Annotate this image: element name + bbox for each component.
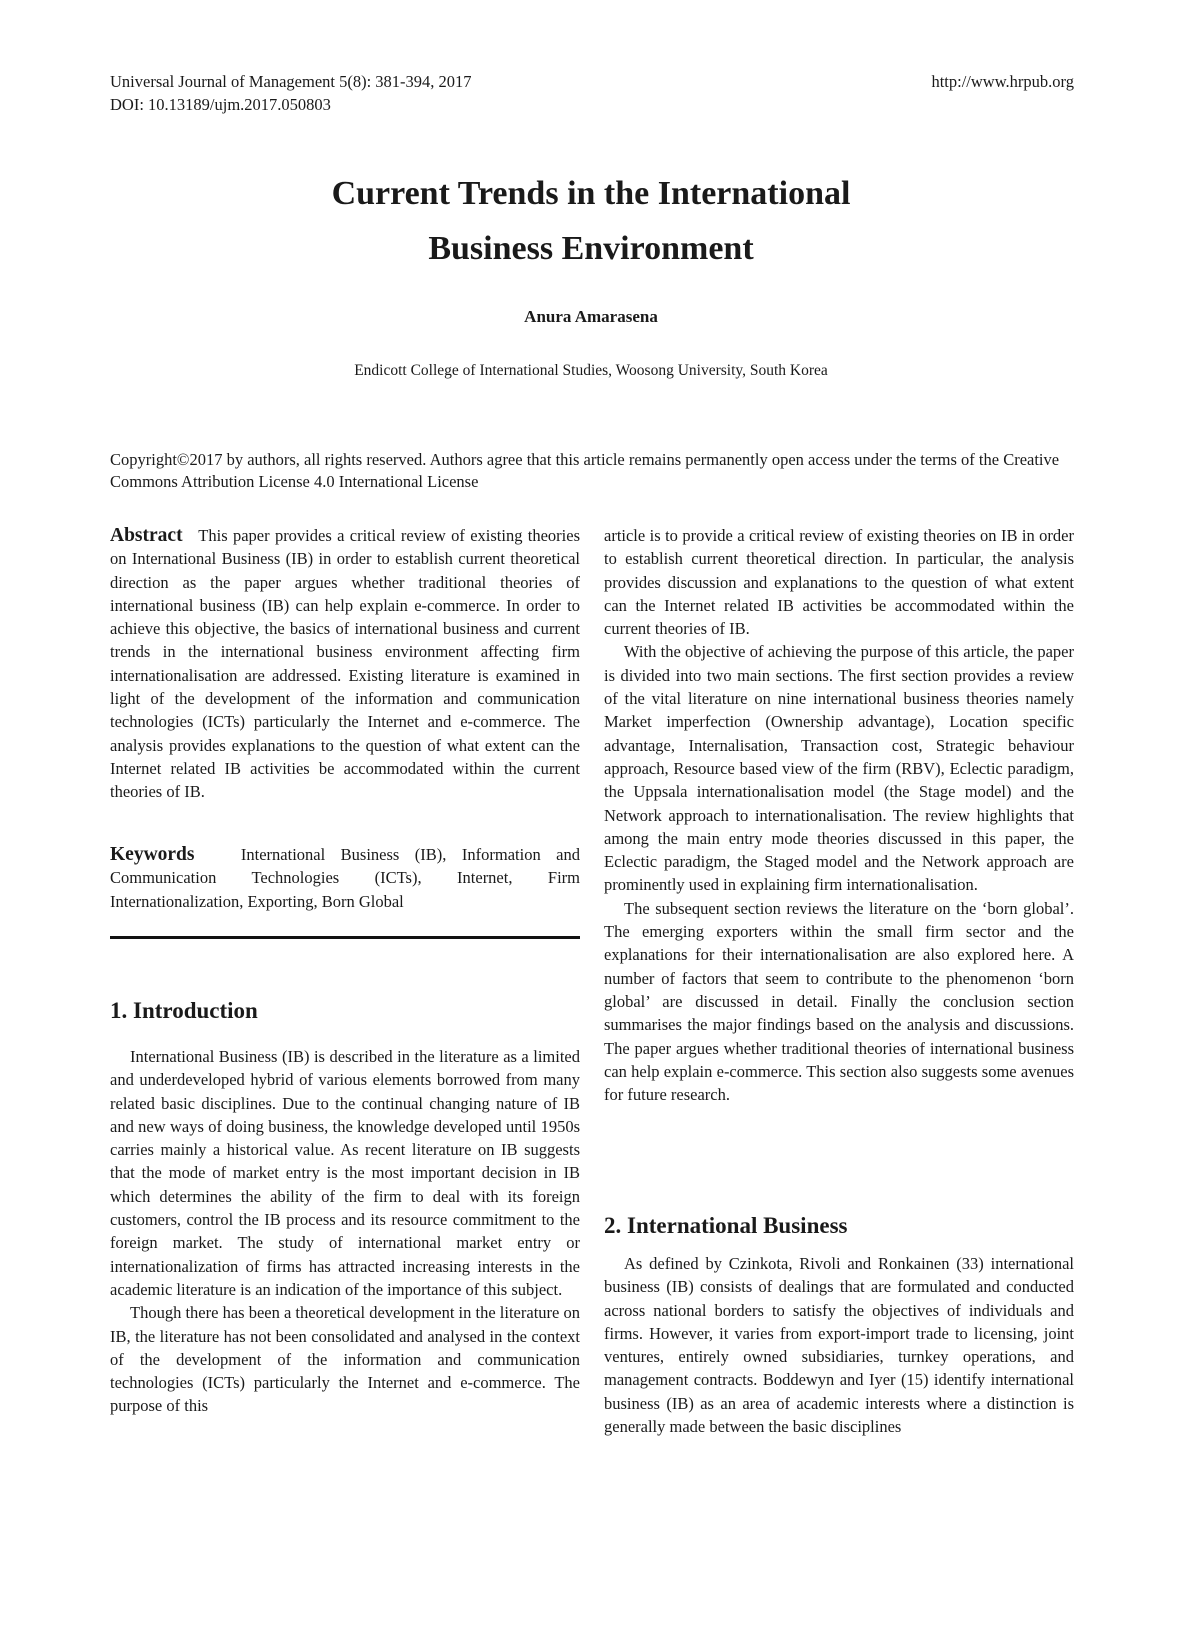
- international-business-body: [604, 1252, 1074, 1438]
- right-column-body: [604, 524, 1074, 1106]
- keywords-text: International Business (IB), Information and Communication Technologies (ICTs), Internet, Firm Internationalization, Exporting, Born Global: [110, 845, 580, 911]
- abstract-label: Abstract: [110, 525, 183, 546]
- journal-header: [110, 70, 472, 116]
- abstract: [110, 524, 580, 804]
- introduction-body: [110, 1045, 580, 1418]
- journal-citation: Universal Journal of Management 5(8): 381-394, 2017: [110, 72, 472, 91]
- section-1-heading: 1. Introduction: [110, 998, 258, 1023]
- journal-url[interactable]: http://www.hrpub.org: [931, 72, 1074, 91]
- paper-title: [0, 166, 1182, 276]
- doi: DOI: 10.13189/ujm.2017.050803: [110, 95, 331, 114]
- intro-paragraph-continued: article is to provide a critical review of existing theories on IB in order to establish current theoretical direction. In particular, the analysis provides discussion and explanations to the question of what extent can the Internet related IB activities be accommodated within the current theories of IB.: [604, 526, 1074, 639]
- intro-paragraph-3: With the objective of achieving the purpose of this article, the paper is divided into two main sections. The first section provides a review of the vital literature on nine international business theories namely Market imperfection (Ownership advantage), Location specific advantage, Internalisation, Transaction cost, Strategic behaviour approach, Resource based view of the firm (RBV), Eclectic paradigm, the Uppsala internationalisation model (the Stage model) and the Network approach to internationalisation. The review highlights that among the main entry mode theories discussed in this paper, the Eclectic paradigm, the Staged model and the Network approach are prominently used in explaining firm internationalisation.: [604, 642, 1074, 895]
- keywords: [110, 843, 580, 913]
- title-line-1: Current Trends in the International: [331, 175, 851, 212]
- intro-paragraph-1: International Business (IB) is described in the literature as a limited and underdeveloped hybrid of various elements borrowed from many related basic disciplines. Due to the continual changing nature of IB and new ways of doing business, the knowledge developed until 1950s carries mainly a historical value. As recent literature on IB suggests that the mode of market entry is the most important decision in IB which determines the ability of the firm to deal with its foreign customers, control the IB process and its resource commitment to the foreign market. The study of international market entry or internationalization of firms has attracted increasing interests in the academic literature is an indication of the importance of this subject.: [110, 1047, 580, 1299]
- intro-paragraph-4: The subsequent section reviews the literature on the ‘born global’. The emerging exporters within the small firm sector and the explanations for their internationalisation are also explored here. A number of factors that seem to contribute to the phenomenon ‘born global’ are discussed in detail. Finally the conclusion section summarises the major findings based on the analysis and discussions. The paper argues whether traditional theories of international business can help explain e-commerce. This section also suggests some avenues for future research.: [604, 898, 1074, 1105]
- keywords-block: [110, 843, 580, 913]
- abstract-block: [110, 524, 580, 804]
- ib-paragraph-1: As defined by Czinkota, Rivoli and Ronkainen (33) international business (IB) consists of dealings that are formulated and conducted across national borders to satisfy the objectives of individuals and firms. However, it varies from export-import trade to licensing, joint ventures, entirely owned subsidiaries, turnkey operations, and management contracts. Boddewyn and Iyer (15) identify international business (IB) as an area of academic interests where a distinction is generally made between the basic disciplines: [604, 1254, 1074, 1437]
- intro-paragraph-2: Though there has been a theoretical development in the literature on IB, the literature has not been consolidated and analysed in the context of the development of the information and communication technologies (ICTs) particularly the Internet and e-commerce. The purpose of this: [110, 1303, 580, 1416]
- abstract-text: This paper provides a critical review of existing theories on International Business (IB) in order to establish current theoretical direction as the paper argues whether traditional theories of international business (IB) can help explain e-commerce. In order to achieve this objective, the basics of international business and current trends in the international business environment affecting firm internationalisation are addressed. Existing literature is examined in light of the development of the information and communication technologies (ICTs) particularly the Internet and e-commerce. The analysis provides explanations to the question of what extent can the Internet related IB activities be accommodated within the current theories of IB.: [110, 526, 581, 802]
- author-affiliation: Endicott College of International Studies, Woosong University, South Korea: [354, 362, 828, 379]
- copyright-notice: Copyright©2017 by authors, all rights reserved. Authors agree that this article remains permanently open access under the terms of the Creative Commons Attribution License 4.0 International License: [110, 450, 1060, 491]
- section-2-heading: 2. International Business: [604, 1213, 848, 1238]
- keywords-label: Keywords: [110, 844, 195, 865]
- title-line-2: Business Environment: [428, 230, 754, 267]
- section-divider: [110, 936, 580, 939]
- author-name: Anura Amarasena: [524, 307, 658, 326]
